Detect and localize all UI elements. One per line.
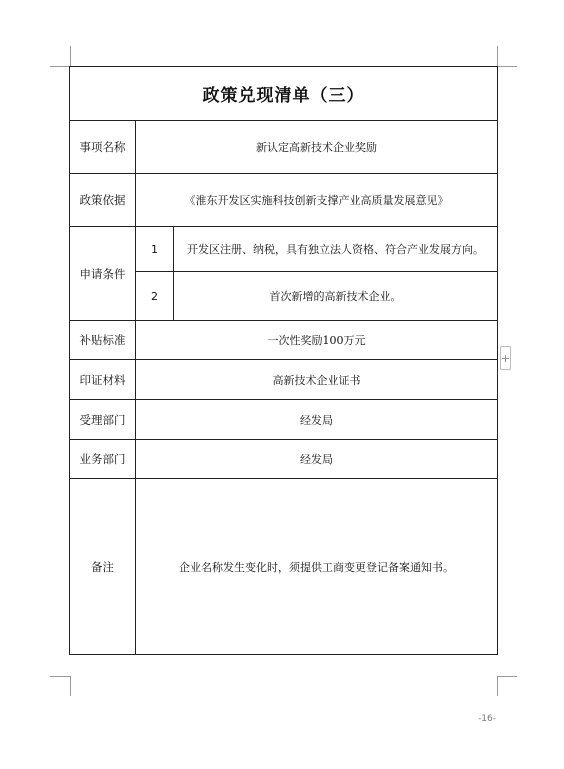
policy-basis-label: 政策依据 — [79, 193, 126, 207]
item-name-value: 新认定高新技术企业奖励 — [256, 141, 377, 154]
crop-mark-top-right-v — [497, 46, 498, 66]
business-dept-label: 业务部门 — [79, 452, 126, 466]
condition-1-number: 1 — [151, 242, 158, 256]
subsidy-label: 补贴标准 — [79, 333, 126, 347]
policy-basis-value: 《淮东开发区实施科技创新支撑产业高质量发展意见》 — [184, 194, 449, 207]
crop-mark-bottom-left-h — [50, 676, 70, 677]
crop-mark-top-left-v — [70, 46, 71, 66]
item-name-label: 事项名称 — [79, 140, 126, 154]
remark-value: 企业名称发生变化时，须提供工商变更登记备案通知书。 — [179, 560, 454, 574]
accepting-dept-value: 经发局 — [300, 413, 333, 427]
condition-1-text: 开发区注册、纳税，具有独立法人资格、符合产业发展方向。 — [187, 243, 484, 256]
accepting-dept-label: 受理部门 — [79, 412, 126, 427]
materials-value: 高新技术企业证书 — [272, 373, 361, 387]
crop-mark-top-right-h — [497, 66, 517, 67]
crop-mark-bottom-right-v — [497, 676, 498, 696]
page-number: -16- — [478, 714, 496, 724]
add-row-button[interactable]: + — [500, 346, 511, 370]
subsidy-value: 一次性奖励100万元 — [267, 334, 366, 347]
remark-label: 备注 — [91, 559, 114, 574]
crop-mark-bottom-right-h — [497, 676, 517, 677]
conditions-label: 申请条件 — [79, 266, 126, 281]
business-dept-value: 经发局 — [300, 453, 333, 466]
crop-mark-top-left-h — [50, 66, 70, 67]
condition-2-number: 2 — [151, 289, 158, 303]
condition-2-text: 首次新增的高新技术企业。 — [269, 290, 402, 303]
page-title: 政策兑现清单（三） — [202, 86, 365, 106]
materials-label: 印证材料 — [79, 372, 126, 387]
crop-mark-bottom-left-v — [70, 676, 71, 696]
